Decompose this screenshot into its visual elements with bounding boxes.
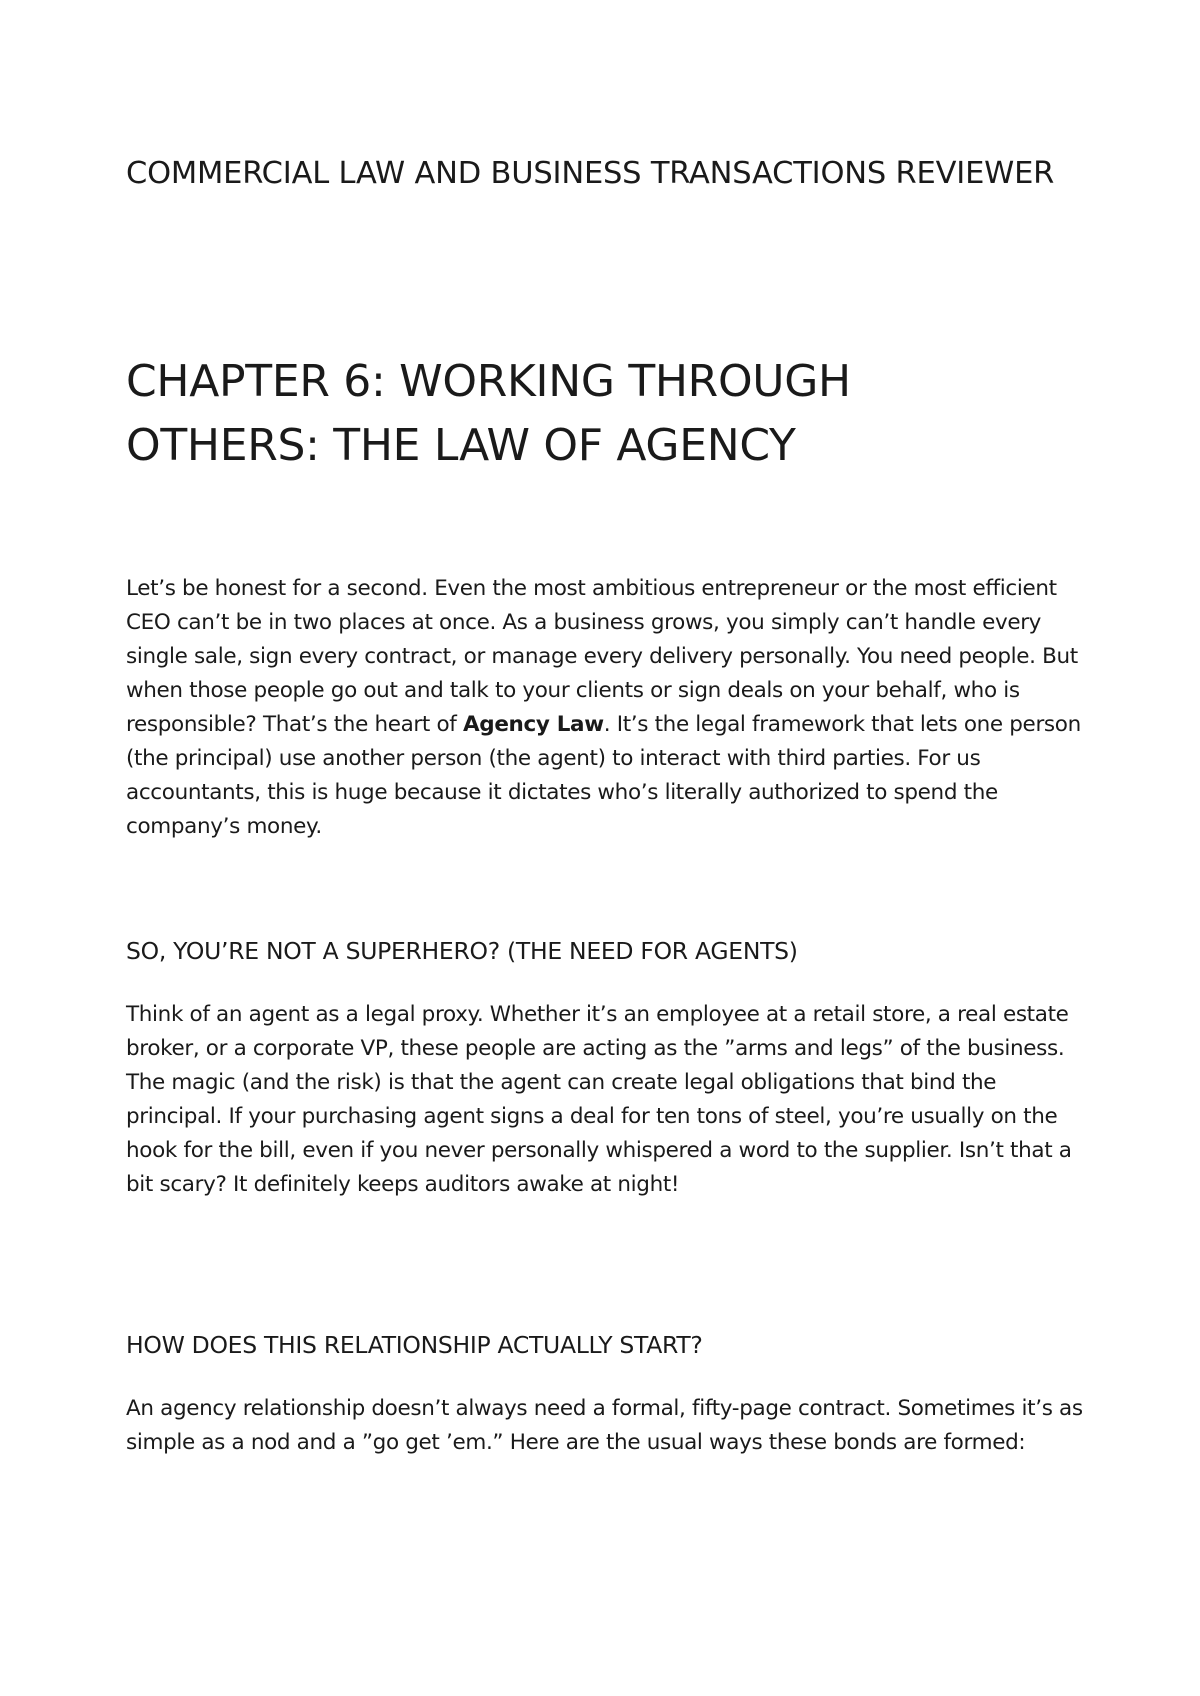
section-body-how-relationship-starts: An agency relationship doesn’t always need a formal, fifty-page contract. Sometimes it’s as simple as a nod and a ”go get ’em.” Here are the usual ways these bonds are formed: [126, 1396, 1083, 1455]
section-body-need-for-agents: Think of an agent as a legal proxy. Whether it’s an employee at a retail store, a real estate broker, or a corporate VP, these people are acting as the ”arms and legs” of the business. The magic (and the risk) is that the agent can create legal obligations that bind the principal. If your purchasing agent signs a deal for ten tons of steel, you’re usually on the hook for the bill, even if you never personally whispered a word to the supplier. Isn’t that a bit scary? It definitely keeps auditors awake at night! [126, 1002, 1072, 1197]
document-title: COMMERCIAL LAW AND BUSINESS TRANSACTIONS REVIEWER [126, 156, 1055, 191]
agency-law-term: Agency Law [463, 712, 604, 737]
intro-text-before: Let’s be honest for a second. Even the most ambitious entrepreneur or the most efficient CEO can’t be in two places at once. As a business grows, you simply can’t handle every single sale, sign every contract, or manage every delivery personally. You need people. But when those people go out and talk to your clients or sign deals on your behalf, who is responsible? That’s the heart of [126, 576, 1078, 737]
intro-text-after: . It’s the legal framework that lets one person (the principal) use another person (the agent) to interact with third parties. For us accountants, this is huge because it dictates who’s literally authorized to spend the company’s money. [126, 712, 1081, 839]
chapter-title: CHAPTER 6: WORKING THROUGH OTHERS: THE LAW OF AGENCY [126, 356, 851, 471]
section-heading-how-relationship-starts: HOW DOES THIS RELATIONSHIP ACTUALLY START? [126, 1331, 703, 1359]
intro-paragraph [126, 572, 1086, 844]
section-heading-need-for-agents: SO, YOU’RE NOT A SUPERHERO? (THE NEED FOR AGENTS) [126, 937, 798, 965]
